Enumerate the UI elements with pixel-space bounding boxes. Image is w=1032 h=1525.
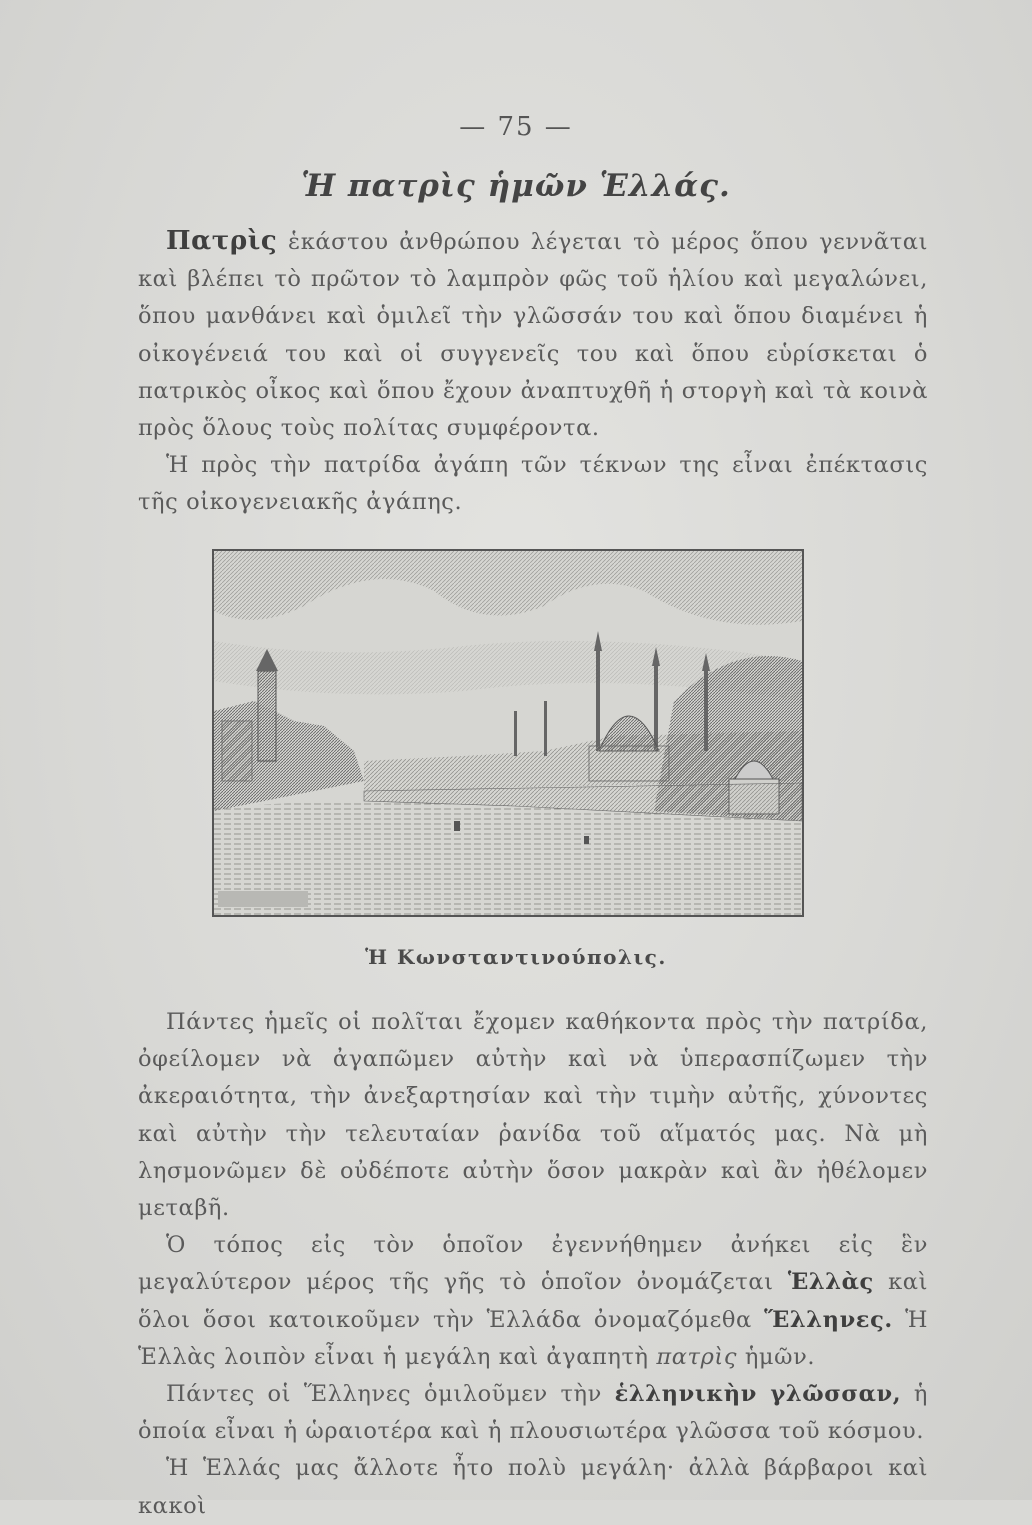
text-run: καὶ ὅλοι ὅσοι κατοικοῦμεν τὴν Ἑλλάδα ὀνομαζόμεθα	[138, 1269, 928, 1333]
bold-word-hellenes: Ἕλληνες.	[764, 1306, 893, 1333]
boat	[584, 836, 589, 844]
figure-caption: Ἡ Κωνσταντινούπολις.	[365, 945, 667, 969]
page-number: — 75 —	[459, 112, 573, 142]
engraving-illustration	[214, 551, 802, 915]
boat	[454, 821, 460, 831]
paragraph-hellas	[138, 1227, 928, 1376]
paragraph-history: Ἡ Ἑλλάς μας ἄλλοτε ἦτο πολὺ μεγάλη· ἀλλὰ βάρβαροι καὶ κακοὶ	[138, 1455, 928, 1519]
building-left	[222, 721, 252, 781]
bold-phrase-greek-language: ἑλληνικὴν γλῶσσαν,	[614, 1381, 902, 1408]
text-run: ἡ ὁποία εἶναι ἡ ὡραιοτέρα καὶ ἡ πλουσιωτέρα γλῶσσα τοῦ κόσμου.	[138, 1381, 928, 1445]
paragraph-language	[138, 1376, 928, 1450]
chapter-title: Ἡ πατρὶς ἡμῶν Ἑλλάς.	[301, 168, 731, 204]
section-intro	[138, 223, 928, 522]
paragraph-family-love: Ἡ πρὸς τὴν πατρίδα ἀγάπη τῶν τέκνων της εἶναι ἐπέκτασις τῆς οἰκογενειακῆς ἀγάπης.	[138, 452, 928, 516]
paragraph-text: ἑκάστου ἀνθρώπου λέγεται τὸ μέρος ὅπου γεννᾶται καὶ βλέπει τὸ πρῶτον τὸ λαμπρὸν φῶς τοῦ ἡλίου καὶ μεγαλώνει, ὅπου μανθάνει καὶ ὁμιλεῖ τὴν γλῶσσάν του καὶ ὅπου διαμένει ἡ οἰκογένειά του καὶ οἱ συγγενεῖς του καὶ ὅπου εὑρίσκεται ὁ πατρικὸς οἶκος καὶ ὅπου ἔχουν ἀναπτυχθῆ ἡ στοργὴ καὶ τὰ κοινὰ πρὸς ὅλους τοὺς πολίτας συμφέροντα.	[138, 229, 928, 442]
bold-word-hellas: Ἑλλὰς	[787, 1269, 874, 1296]
italic-word-patris: πατρὶς	[656, 1343, 738, 1370]
lead-word: Πατρὶς	[166, 226, 278, 256]
text-run: ἡμῶν.	[737, 1343, 816, 1370]
constantinople-engraving	[212, 549, 804, 917]
galata-tower	[258, 671, 276, 761]
paragraph-homeland-definition	[138, 223, 928, 447]
text-run: Ἡ Ἑλλὰς λοιπὸν εἶναι ἡ μεγάλη καὶ ἀγαπητὴ	[138, 1306, 928, 1370]
mosque-body	[589, 746, 669, 781]
text-run: Ὁ τόπος εἰς τὸν ὁποῖον ἐγεννήθημεν ἀνήκει εἰς ἓν μεγαλύτερον μέρος τῆς γῆς τὸ ὁποῖον ὀνομάζεται	[138, 1232, 928, 1296]
text-run: Πάντες οἱ Ἕλληνες ὁμιλοῦμεν τὴν	[166, 1381, 615, 1408]
paragraph-duties: Πάντες ἡμεῖς οἱ πολῖται ἔχομεν καθήκοντα πρὸς τὴν πατρίδα, ὀφείλομεν νὰ ἀγαπῶμεν αὐτὴν καὶ νὰ ὑπερασπίζωμεν τὴν ἀκεραιότητα, τὴν ἀνεξαρτησίαν καὶ τὴν τιμὴν αὐτῆς, χύνοντες καὶ αὐτὴν τὴν τελευταίαν ῥανίδα τοῦ αἵματός μας. Νὰ μὴ λησμονῶμεν δὲ οὐδέποτε αὐτὴν ὅσον μακρὰν καὶ ἂν ἠθέλομεν μεταβῆ.	[138, 1009, 928, 1222]
section-duties	[138, 1004, 928, 1525]
artist-signature	[218, 891, 308, 907]
